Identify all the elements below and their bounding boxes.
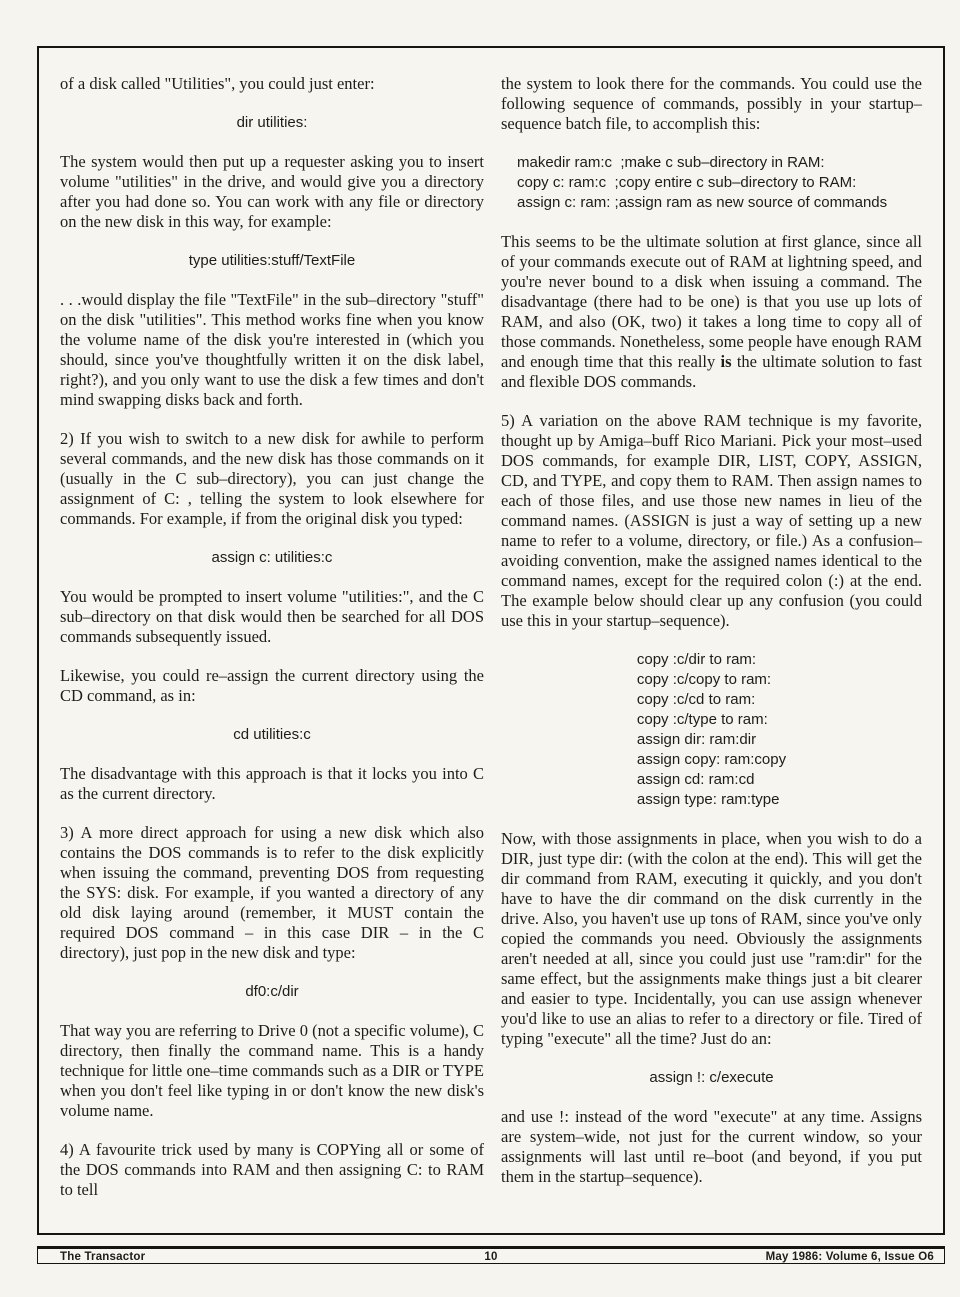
paragraph: Now, with those assignments in place, when you wish to do a DIR, just type dir: (with the colon at the end). This will get the dir command from RAM, executing it quickly, and you don't have to have the dir command on the disk currently in the drive. Also, you haven't use up tons of RAM, since you've only copied the commands you need. Obviously the assignments aren't needed at all, since you could just use "ram:dir" for the same effect, but the assignments make things just a bit clearer and easier to type. Incidentally, you can use assign whenever you'd like to use an alias to refer to a directory or file. Tired of typing "execute" all the time? Just do an: <box>501 829 922 1048</box>
paragraph: Likewise, you could re–assign the current directory using the CD command, as in: <box>60 666 484 705</box>
paragraph: 4) A favourite trick used by many is COPYing all or some of the DOS commands into RAM and then assigning C: to RAM to tell <box>60 1140 484 1199</box>
paragraph: . . .would display the file "TextFile" in the sub–directory "stuff" on the disk "utilities". This method works fine when you know the volume name of the disk you're interested in (which you should, since you've thoughtfully written it on the disk label, right?), and you only want to use the disk a few times and don't mind swapping disks back and forth. <box>60 290 484 409</box>
paragraph: and use !: instead of the word "execute" at any time. Assigns are system–wide, not just for the current window, so your assignments will last until re–boot (and beyond, if you put them in the startup–sequence). <box>501 1107 922 1186</box>
command-line: copy :c/type to ram: <box>636 711 768 728</box>
paragraph: 5) A variation on the above RAM technique is my favorite, thought up by Amiga–buff Rico Mariani. Pick your most–used DOS commands, for example DIR, LIST, COPY, ASSIGN, CD, and TYPE, and copy them to RAM. Then assign names to each of those files, and use those new names in lieu of the command names. (ASSIGN is just a way of setting up a new name to refer to a volume, directory, or file.) As a confusion–avoiding convention, make the assigned names identical to the command names, except for the required colon (:) at the end. The example below should clear up any confusion (you could use this in your startup–sequence). <box>501 411 922 630</box>
command-line: assign cd: ram:cd <box>636 771 755 788</box>
command-block <box>501 153 922 213</box>
command-line: copy :c/cd to ram: <box>636 691 756 708</box>
command-block <box>637 650 786 810</box>
command-line: df0:c/dir <box>245 983 299 1000</box>
command-line: copy c: ram:c ;copy entire c sub–directory to RAM: <box>517 174 857 191</box>
paragraph: The system would then put up a requester asking you to insert volume "utilities" in the drive, and would give you a directory after you had done so. You can work with any file or directory on the new disk in this way, for example: <box>60 152 484 231</box>
footer-bar <box>37 1246 945 1264</box>
command-line: makedir ram:c ;make c sub–directory in RAM: <box>517 154 825 171</box>
article-column-right <box>501 74 922 1206</box>
paragraph: That way you are referring to Drive 0 (not a specific volume), C directory, then finally the command name. This is a handy technique for little one–time commands such as a DIR or TYPE when you don't feel like typing in or don't know the new disk's volume name. <box>60 1021 484 1120</box>
paragraph: The disadvantage with this approach is that it locks you into C as the current directory. <box>60 764 484 803</box>
command-line: assign c: ram: ;assign ram as new source of commands <box>517 194 888 211</box>
command-line: copy :c/dir to ram: <box>636 651 757 668</box>
paragraph: 2) If you wish to switch to a new disk for awhile to perform several commands, and the new disk has those commands on it (usually in the C sub–directory), you can just change the assignment of C: , telling the system to look elsewhere for commands. For example, if from the original disk you typed: <box>60 429 484 528</box>
footer-page-number: 10 <box>484 1251 498 1263</box>
command-line: assign copy: ram:copy <box>636 751 787 768</box>
article-column-left <box>60 74 484 1219</box>
command-line: dir utilities: <box>236 114 308 131</box>
paragraph: 3) A more direct approach for using a new disk which also contains the DOS commands is to refer to the disk explicitly when issuing the command, preventing DOS from requesting the SYS: disk. For example, if you wanted a directory of any old disk laying around (remember, it MUST contain the required DOS command – in this case DIR – in the C directory), just pop in the new disk and type: <box>60 823 484 962</box>
paragraph: This seems to be the ultimate solution at first glance, since all of your commands execute out of RAM at lightning speed, and you're never bound to a disk when issuing a command. The disadvantage (there had to be one) is that you use up lots of RAM, and also (OK, two) it takes a long time to copy all of those commands. Nonetheless, some people have enough RAM and enough time that this really is the ultimate solution to fast and flexible DOS commands. <box>501 232 922 391</box>
command-line: assign c: utilities:c <box>211 549 333 566</box>
paragraph: the system to look there for the commands. You could use the following sequence of commands, possibly in your startup–sequence batch file, to accomplish this: <box>501 74 922 133</box>
paragraph: of a disk called "Utilities", you could just enter: <box>60 74 375 93</box>
command-line: cd utilities:c <box>233 726 311 743</box>
command-line: copy :c/copy to ram: <box>636 671 772 688</box>
command-line: assign dir: ram:dir <box>636 731 757 748</box>
footer-journal-title: The Transactor <box>60 1251 146 1263</box>
command-line: assign !: c/execute <box>649 1069 774 1086</box>
paragraph: You would be prompted to insert volume "utilities:", and the C sub–directory on that disk would then be searched for all DOS commands subsequently issued. <box>60 587 484 646</box>
command-line: type utilities:stuff/TextFile <box>188 252 356 269</box>
footer-issue: May 1986: Volume 6, Issue O6 <box>765 1251 934 1263</box>
command-line: assign type: ram:type <box>636 791 780 808</box>
